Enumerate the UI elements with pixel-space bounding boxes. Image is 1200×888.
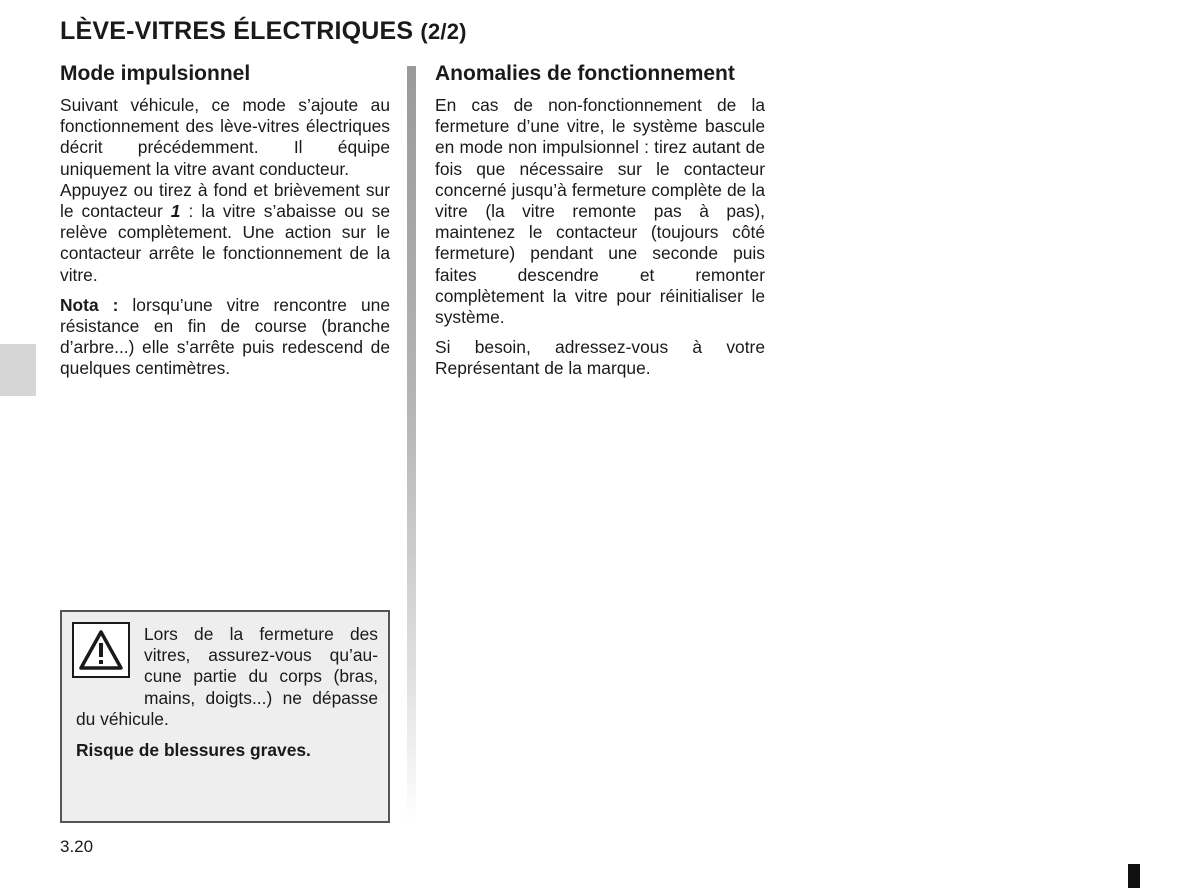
page-title-suffix: (2/2) [420, 19, 467, 44]
paragraph-mode-usage-start: Appuyez ou tirez à fond et brièvement sur le contacteur [60, 179, 390, 222]
section-heading-mode-impulsionnel: Mode impulsionnel [60, 62, 251, 85]
chapter-tab [0, 344, 36, 396]
warning-message [76, 624, 378, 730]
warning-icon-spacer [76, 624, 144, 708]
corner-mark [1128, 864, 1140, 888]
paragraph-contact: Si besoin, adressez-vous à votre Représentant de la marque. [435, 337, 765, 379]
nota-label: Nota : [60, 294, 119, 315]
column-separator [407, 66, 416, 826]
warning-emphasis: Risque de blessures graves. [76, 740, 311, 761]
paragraph-mode-usage [60, 180, 390, 286]
paragraph-anomalies: En cas de non-fonctionnement de la fermeture d’une vitre, le système bascule en mode non impulsionnel : tirez autant de fois que nécessaire sur le contacteur concerné jusqu’à fermeture complète de la vitre (la vitre remonte pas à pas), maintenez le contacteur (toujours côté fermeture) pendant une seconde puis faites descendre et remonter complètement la vitre pour réinitialiser le système. [435, 95, 765, 328]
right-column [435, 61, 765, 389]
page-title [60, 17, 467, 46]
switch-reference: 1 [170, 201, 181, 222]
nota-text: lorsqu’une vitre rencontre une résistance en fin de course (branche d’arbre...) elle s’arrête puis redescend de quelques centimètres. [60, 294, 390, 379]
warning-message-text: Lors de la fermeture des vitres, assurez-vous qu’aucune partie du corps (bras, mains, doigts...) ne dépasse du véhicule. [76, 624, 378, 729]
paragraph-mode-intro: Suivant véhicule, ce mode s’ajoute au fonctionnement des lève-vitres électriques décrit précédemment. Il équipe uniquement la vitre avant conducteur. [60, 95, 390, 179]
paragraph-nota [60, 295, 390, 380]
warning-text-block [76, 624, 378, 771]
paragraph-mode-usage-end: : la vitre s’abaisse ou se relève complètement. Une action sur le contacteur arrête le fonctionnement de la vitre. [60, 201, 390, 285]
section-heading-anomalies: Anomalies de fonctionnement [435, 62, 735, 85]
page-number: 3.20 [60, 837, 94, 856]
left-column [60, 61, 390, 389]
page-title-main: LÈVE-VITRES ÉLECTRIQUES [60, 17, 414, 45]
warning-box [60, 610, 390, 823]
